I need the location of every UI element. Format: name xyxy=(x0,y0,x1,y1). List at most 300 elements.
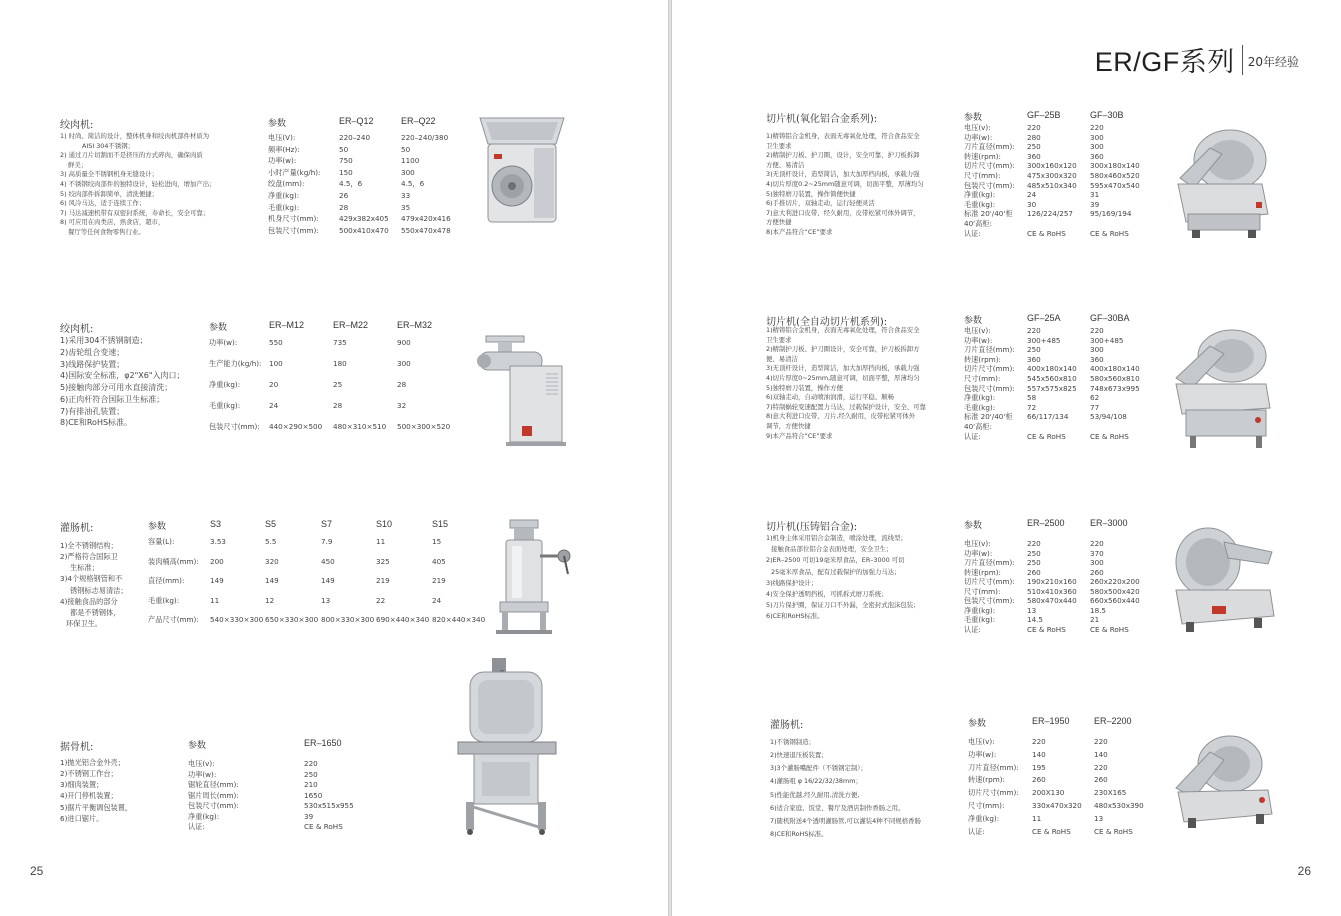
feature-item: 2) 通过刀片切割而不是挤压的方式碎肉，确保肉质 xyxy=(60,151,203,160)
spec-value: CE & RoHS xyxy=(1027,228,1066,238)
spec-label: 净重(kg): xyxy=(188,811,220,821)
spec-table xyxy=(148,519,488,635)
spec-value: 280 xyxy=(1027,132,1041,142)
spec-value: 530x515x955 xyxy=(304,801,354,810)
spec-value: 11 xyxy=(210,595,220,605)
feature-item: 2)精制护刀板、护刀圈设计，安全可靠，护刀板拆卸方 xyxy=(766,345,920,354)
spec-label: 功率(w): xyxy=(964,132,993,142)
spec-row xyxy=(964,123,1154,133)
feature-item: 5)据片平衡调包装置， xyxy=(60,802,133,812)
spec-label: 产品尺寸(mm): xyxy=(148,615,199,624)
spec-row xyxy=(188,812,384,823)
spec-value: 190x210x160 xyxy=(1027,577,1077,586)
spec-value: 62 xyxy=(1090,393,1100,403)
spec-value: 50 xyxy=(339,144,349,154)
spec-row xyxy=(968,827,1158,840)
spec-label: 毛重(kg): xyxy=(209,401,241,410)
spec-value: 557x575x825 xyxy=(1027,383,1077,393)
spec-row xyxy=(964,587,1154,597)
spec-value: 300+485 xyxy=(1090,335,1124,345)
model-name: ER–Q22 xyxy=(401,116,436,126)
spec-value: 690×440×340 xyxy=(376,615,430,624)
spec-label: 功率(w): xyxy=(209,338,238,347)
model-name: S3 xyxy=(210,519,222,529)
spec-label: 功率(w): xyxy=(968,749,997,759)
series-heading xyxy=(1095,40,1299,79)
spec-value: 5.5 xyxy=(265,537,277,546)
auto-slicer-image-icon xyxy=(1170,322,1276,452)
spec-value: 220 xyxy=(1027,123,1041,132)
spec-value: 53/94/108 xyxy=(1090,412,1127,422)
feature-list xyxy=(60,540,128,629)
spec-value xyxy=(1090,219,1154,229)
spec-row xyxy=(964,364,1154,374)
spec-label: 功率(w): xyxy=(964,335,993,345)
spec-row xyxy=(964,384,1154,394)
feature-item: 4)国际安全标准，φ2"X6"入肉口； xyxy=(60,371,185,381)
spec-value: 260 xyxy=(1027,567,1041,577)
spec-value: 550x470x478 xyxy=(401,225,451,235)
feature-item: 方便、易清洁 xyxy=(766,160,805,169)
spec-row xyxy=(148,615,488,635)
feature-item: 3)线路保护装置； xyxy=(60,359,125,369)
spec-value: 480x530x390 xyxy=(1094,800,1144,810)
spec-value: 580x560x810 xyxy=(1090,373,1140,383)
model-name: ER–1950 xyxy=(1032,716,1070,726)
spec-row xyxy=(964,161,1154,171)
spec-header: 参数 xyxy=(964,112,983,122)
series-title: ER/GF系列 xyxy=(1094,47,1235,77)
spec-label: 包装尺寸(mm): xyxy=(964,383,1015,393)
spec-row xyxy=(148,596,488,616)
spec-label: 标准 20'/40'柜 xyxy=(964,412,1013,422)
spec-header-row xyxy=(188,738,384,751)
spec-label: 切片尺寸(mm): xyxy=(968,788,1019,798)
spec-value: 58 xyxy=(1027,393,1037,403)
spec-value: 26 xyxy=(339,190,349,200)
spec-value: 750 xyxy=(339,156,353,166)
spec-value: 35 xyxy=(401,202,411,212)
spec-label: 电压(v): xyxy=(964,326,991,335)
spec-value: CE & RoHS xyxy=(304,822,343,831)
spec-value: 28 xyxy=(333,401,343,410)
model-name: ER–M22 xyxy=(333,320,369,330)
spec-label: 认证: xyxy=(968,826,985,836)
spec-table xyxy=(964,313,1154,441)
spec-row xyxy=(964,606,1154,616)
spec-header-row xyxy=(964,110,1154,123)
spec-label: 电压(v): xyxy=(188,759,215,768)
spec-value: 360 xyxy=(1090,151,1104,161)
model-name: GF–25A xyxy=(1027,313,1061,323)
spec-value: 25 xyxy=(333,380,343,389)
spec-header: 参数 xyxy=(968,718,987,728)
feature-item: 6)适合家庭、饭堂、餐厅及酒店制作香肠之用。 xyxy=(770,803,905,812)
spec-label: 电压(v): xyxy=(968,737,995,746)
spec-label: 刀片直径(mm): xyxy=(964,142,1015,152)
cast-slicer-image-icon xyxy=(1168,520,1278,642)
spec-row xyxy=(968,801,1158,814)
spec-value: 180 xyxy=(333,359,347,368)
model-name: S10 xyxy=(376,519,393,529)
spec-row xyxy=(964,355,1154,365)
spec-value: 50 xyxy=(401,144,411,154)
feature-item: 6)进口锯片。 xyxy=(60,813,104,823)
spec-row xyxy=(964,190,1154,200)
spec-value: CE & RoHS xyxy=(1090,228,1129,238)
page-number: 25 xyxy=(30,864,44,878)
spec-label: 包装尺寸(mm): xyxy=(964,596,1015,605)
feature-item: 7) 马达减速机带有双密封系统，寿命长，安全可靠； xyxy=(60,208,210,217)
spec-row xyxy=(964,142,1154,152)
spec-label: 净重(kg): xyxy=(964,190,996,200)
spec-value: CE & RoHS xyxy=(1032,826,1071,836)
spec-value: 325 xyxy=(376,556,390,566)
spec-header-row xyxy=(964,518,1154,531)
spec-row xyxy=(188,780,384,791)
model-name: ER–Q12 xyxy=(339,116,374,126)
spec-row xyxy=(148,576,488,596)
spec-value: 450 xyxy=(321,556,335,566)
feature-item: 6)双轴走动，自动喷油润滑，运行平稳、顺畅 xyxy=(766,393,894,402)
spec-value: 95/169/194 xyxy=(1090,209,1132,219)
spec-value: 220 xyxy=(1027,539,1041,548)
spec-value: 77 xyxy=(1090,402,1100,412)
spec-value: 4.5，6 xyxy=(339,179,363,189)
spec-value: 400x180x140 xyxy=(1027,364,1077,374)
spec-value: 21 xyxy=(1090,615,1100,624)
spec-table xyxy=(268,116,471,237)
spec-value: 3.53 xyxy=(210,537,227,546)
spec-value: CE & RoHS xyxy=(1090,624,1129,634)
feature-item: 3)4个规格钢管和不 xyxy=(60,574,123,584)
spec-header-row xyxy=(968,716,1158,729)
spec-header-row xyxy=(148,519,488,532)
spec-value: 15 xyxy=(432,537,442,546)
spec-row xyxy=(268,226,471,238)
spec-row xyxy=(968,775,1158,788)
feature-item: 8)CE和RoHS标准。 xyxy=(770,829,828,838)
spec-header: 参数 xyxy=(209,322,228,332)
spec-label: 40'高柜: xyxy=(964,421,992,431)
feature-item: 6)正肉杆符合国际卫生标准； xyxy=(60,394,165,404)
spec-value: 250 xyxy=(1027,548,1041,558)
model-name: ER–2200 xyxy=(1094,716,1132,726)
spec-row xyxy=(268,203,471,215)
spec-value: 360 xyxy=(1027,151,1041,161)
model-name: ER–3000 xyxy=(1090,518,1128,528)
spec-row xyxy=(964,181,1154,191)
spec-value: 260x220x200 xyxy=(1090,577,1140,586)
page-left xyxy=(0,0,668,916)
spec-row xyxy=(968,814,1158,827)
feature-item: 4)切片厚度0.2~25mm随意可调，切面平整，厚薄均匀 xyxy=(766,180,924,189)
spec-value: 220 xyxy=(1090,123,1104,132)
bone-saw-image-icon xyxy=(452,656,562,836)
spec-row xyxy=(964,539,1154,549)
spec-value: 220–240/380 xyxy=(401,133,449,142)
sausage-slicer-image-icon xyxy=(1172,732,1276,836)
spec-value: 13 xyxy=(1094,813,1104,823)
spec-value: 300 xyxy=(401,167,415,177)
spec-label: 净重(kg): xyxy=(964,605,996,615)
page-right xyxy=(672,0,1341,916)
feature-item: 5)接触肉部分可用水直接清洗； xyxy=(60,383,173,392)
spec-label: 尺寸(mm): xyxy=(964,373,1001,383)
spec-value: 220 xyxy=(1090,539,1104,548)
feature-item: 2)齿轮组合变速； xyxy=(60,347,125,357)
section-title: 灌肠机: xyxy=(770,720,804,731)
spec-row xyxy=(188,791,384,802)
spec-value: 748x673x995 xyxy=(1090,383,1140,393)
spec-label: 切片尺寸(mm): xyxy=(964,161,1015,171)
feature-item: 8)本产品符合“CE”要求 xyxy=(766,228,833,237)
spec-value: 30 xyxy=(1027,199,1037,209)
feature-item: 5)独特磨刀装置，操作方便 xyxy=(766,383,843,392)
spec-row xyxy=(268,145,471,157)
spec-table xyxy=(964,110,1154,238)
feature-item: 3)无顶杆设计，造型简洁，加大加厚档肉板，承载力强 xyxy=(766,170,920,179)
spec-value: 13 xyxy=(1027,605,1037,615)
spec-label: 毛重(kg): xyxy=(268,202,300,212)
spec-label: 功率(w): xyxy=(188,769,217,779)
feature-item: 1)机身主体采用铝合金制造，喷涂处理，流线型； xyxy=(766,534,907,542)
feature-item: 5)性能优越,经久耐用,清洗方便, xyxy=(770,790,860,799)
feature-item: 1)精铸铝合金机身，表面无毒氧化处理，符合食品安全 xyxy=(766,132,920,140)
model-name: GF–30B xyxy=(1090,110,1124,120)
spec-row xyxy=(148,537,488,557)
spec-value: 250 xyxy=(1027,345,1041,355)
spec-row xyxy=(964,432,1154,442)
spec-label: 毛重(kg): xyxy=(964,199,996,209)
spec-value: 650×330×300 xyxy=(265,615,319,624)
spec-value: 550 xyxy=(269,338,283,347)
spec-value: 220 xyxy=(1027,326,1041,335)
spec-row xyxy=(209,338,461,359)
spec-label: 绞盘(mm): xyxy=(268,179,305,189)
spec-table xyxy=(968,716,1158,839)
feature-list xyxy=(60,132,216,238)
spec-value: 149 xyxy=(321,576,335,585)
spec-row xyxy=(188,822,384,833)
spec-value: 510x410x360 xyxy=(1027,586,1077,596)
feature-item: 6)CE和RoHS标准。 xyxy=(766,612,824,621)
spec-label: 转速(rpm): xyxy=(964,354,1001,364)
spec-value: 11 xyxy=(1032,813,1042,823)
spec-row xyxy=(968,750,1158,763)
feature-item: 5)刀片保护圈，保证刀口不外漏，全密封式泡沫包装； xyxy=(766,601,920,610)
feature-item: 卫生要求 xyxy=(766,335,792,344)
feature-item: 都是不锈钢体， xyxy=(70,607,121,617)
feature-list xyxy=(770,736,921,841)
spec-value: 400x180x140 xyxy=(1090,364,1140,374)
spec-value: 300 xyxy=(1090,142,1104,152)
spec-value: 100 xyxy=(269,359,283,368)
feature-item: 7)意大利进口皮带、经久耐用，皮带松紧可体外调节， xyxy=(766,208,920,217)
spec-label: 刀片直径(mm): xyxy=(964,558,1015,567)
feature-item: 环保卫生。 xyxy=(66,619,102,629)
section-bone-saw xyxy=(60,738,660,838)
spec-table xyxy=(964,518,1154,634)
model-name: S15 xyxy=(432,519,449,529)
spec-row xyxy=(964,152,1154,162)
spec-value: 195 xyxy=(1032,762,1046,772)
spec-row xyxy=(964,596,1154,606)
feature-item: 7)有排油孔装置； xyxy=(60,406,125,416)
spec-value: 250 xyxy=(304,769,318,779)
spec-value: 300 xyxy=(1090,558,1104,567)
spec-row xyxy=(964,171,1154,181)
spec-label: 毛重(kg): xyxy=(964,615,996,624)
spec-row xyxy=(968,788,1158,801)
spec-value: 660x560x440 xyxy=(1090,596,1140,605)
spec-row xyxy=(268,214,471,226)
feature-item: 3)细肉装置； xyxy=(60,780,104,790)
spec-row xyxy=(964,422,1154,432)
section-title: 切片机(全自动切片机系列): xyxy=(766,317,888,328)
spec-row xyxy=(964,568,1154,578)
spec-value: 24 xyxy=(432,595,442,605)
spec-value: 210 xyxy=(304,780,318,789)
spec-value: 300 xyxy=(397,359,411,368)
spec-label: 认证: xyxy=(188,822,205,831)
spec-row xyxy=(964,615,1154,625)
spec-value: 250 xyxy=(1027,142,1041,152)
spec-label: 40'高柜: xyxy=(964,218,992,228)
feature-item: 2)快速退压板装置； xyxy=(770,751,828,760)
spec-row xyxy=(964,403,1154,413)
model-name: GF–25B xyxy=(1027,110,1061,120)
feature-item: 7)特制蜗轮变速配置力马达，过载保护设计，安全、可靠 xyxy=(766,402,926,411)
spec-label: 净重(kg): xyxy=(968,813,1000,823)
spec-label: 毛重(kg): xyxy=(148,595,180,605)
spec-table xyxy=(209,320,461,443)
feature-item: 5)独特磨刀装置，操作简便快捷 xyxy=(766,189,856,198)
feature-item: 1)采用304不锈钢制造； xyxy=(60,336,148,345)
spec-label: 转速(rpm): xyxy=(964,151,1001,161)
spec-row xyxy=(964,326,1154,336)
spec-row xyxy=(964,200,1154,210)
spec-row xyxy=(188,801,384,812)
slicer-image-icon xyxy=(1170,118,1274,242)
feature-item: 2)ER–2500 可切19毫米厚食品，ER–3000 可切 xyxy=(766,556,905,565)
feature-item: 鲜美； xyxy=(68,160,88,169)
spec-value: 7.9 xyxy=(321,537,333,546)
section-title: 灌肠机: xyxy=(60,523,94,534)
model-name: S7 xyxy=(321,519,333,529)
spec-value: 370 xyxy=(1090,548,1104,558)
spec-value: 405 xyxy=(432,556,446,566)
meat-grinder-m-image-icon xyxy=(476,330,572,448)
spec-value: 320 xyxy=(265,556,279,566)
section-title: 据骨机: xyxy=(60,742,94,753)
spec-value: 230X165 xyxy=(1094,788,1127,798)
model-name: ER–M12 xyxy=(269,320,305,330)
feature-item: 6)手推切片，双轴走动，运行轻便灵活 xyxy=(766,199,875,208)
spec-label: 刀片直径(mm): xyxy=(968,762,1019,772)
feature-item: 4)接触食品的部分 xyxy=(60,596,118,606)
spec-header: 参数 xyxy=(964,315,983,325)
spec-row xyxy=(268,168,471,180)
spec-value: 149 xyxy=(210,576,224,585)
feature-item: 卫生要求 xyxy=(766,141,792,150)
spec-row xyxy=(964,229,1154,239)
spec-row xyxy=(209,359,461,380)
spec-label: 尺寸(mm): xyxy=(964,586,1001,596)
spec-value xyxy=(1090,422,1154,432)
spec-value: 485x510x340 xyxy=(1027,180,1077,190)
spec-value: 440×290×500 xyxy=(269,422,323,431)
spec-label: 认证: xyxy=(964,228,981,238)
spec-value: 500×300×520 xyxy=(397,422,451,431)
spec-value: 545x560x810 xyxy=(1027,373,1077,383)
spec-row xyxy=(268,179,471,191)
spec-value: 360 xyxy=(1090,354,1104,364)
feature-item: 1) 时尚、简洁的设计，整体机身和绞肉机部件材质为 xyxy=(60,132,210,140)
spec-value: 220 xyxy=(1094,737,1108,746)
spec-value: 580x500x420 xyxy=(1090,586,1140,596)
spec-value: 22 xyxy=(376,595,386,605)
spec-label: 功率(w): xyxy=(964,548,993,558)
feature-item: 3)无顶杆设计，造型简洁，加大加厚挡肉板，承载力强 xyxy=(766,364,920,373)
feature-list xyxy=(60,335,185,429)
spec-label: 净重(kg): xyxy=(964,393,996,403)
spec-value: 475x300x320 xyxy=(1027,170,1077,180)
spec-label: 认证: xyxy=(964,431,981,441)
spec-row xyxy=(964,412,1154,422)
spec-value: 300 xyxy=(1090,345,1104,355)
spec-value: 66/117/134 xyxy=(1027,412,1069,422)
spec-value: CE & RoHS xyxy=(1027,431,1066,441)
feature-list xyxy=(60,757,132,824)
spec-header-row xyxy=(209,320,461,333)
feature-item: 2)不锈钢工作台； xyxy=(60,769,118,779)
spec-value: 140 xyxy=(1094,749,1108,759)
spec-row xyxy=(268,133,471,145)
spec-label: 尺寸(mm): xyxy=(964,170,1001,180)
feature-list xyxy=(766,132,924,238)
spec-value: 24 xyxy=(1027,190,1037,200)
feature-item: 生标准； xyxy=(70,563,99,573)
spec-row xyxy=(209,422,461,443)
spec-value: 429x382x405 xyxy=(339,214,389,224)
spec-label: 机身尺寸(mm): xyxy=(268,214,319,224)
spec-label: 生产能力(kg/h): xyxy=(209,359,262,368)
spec-value: 11 xyxy=(376,537,386,546)
feature-item: 2)精制护刀板、护刀圈，设计，安全可靠，护刀板拆卸 xyxy=(766,151,920,160)
spec-row xyxy=(964,549,1154,559)
feature-item: 8)CE和RoHS标准。 xyxy=(60,418,133,428)
spec-label: 净重(kg): xyxy=(268,190,300,200)
spec-value: 33 xyxy=(401,190,411,200)
spec-value: 1100 xyxy=(401,156,420,166)
spec-header: 参数 xyxy=(268,118,287,128)
section-title: 切片机(氧化铝合金系列): xyxy=(766,114,878,125)
spec-value: 260 xyxy=(1094,775,1108,785)
spec-label: 转速(rpm): xyxy=(968,775,1005,785)
spec-header-row xyxy=(964,313,1154,326)
spec-value: 500x410x470 xyxy=(339,225,389,235)
feature-item: 1)抛光铝合金外壳； xyxy=(60,758,125,767)
spec-row xyxy=(188,770,384,781)
spec-value: 32 xyxy=(397,401,407,410)
spec-value: 330x470x320 xyxy=(1032,800,1082,810)
feature-item: 2)严格符合国际卫 xyxy=(60,552,118,562)
spec-label: 刀片直径(mm): xyxy=(964,345,1015,355)
spec-value: 300x160x120 xyxy=(1027,161,1077,171)
spec-label: 锯轮直径(mm): xyxy=(188,780,239,789)
spec-row xyxy=(209,401,461,422)
